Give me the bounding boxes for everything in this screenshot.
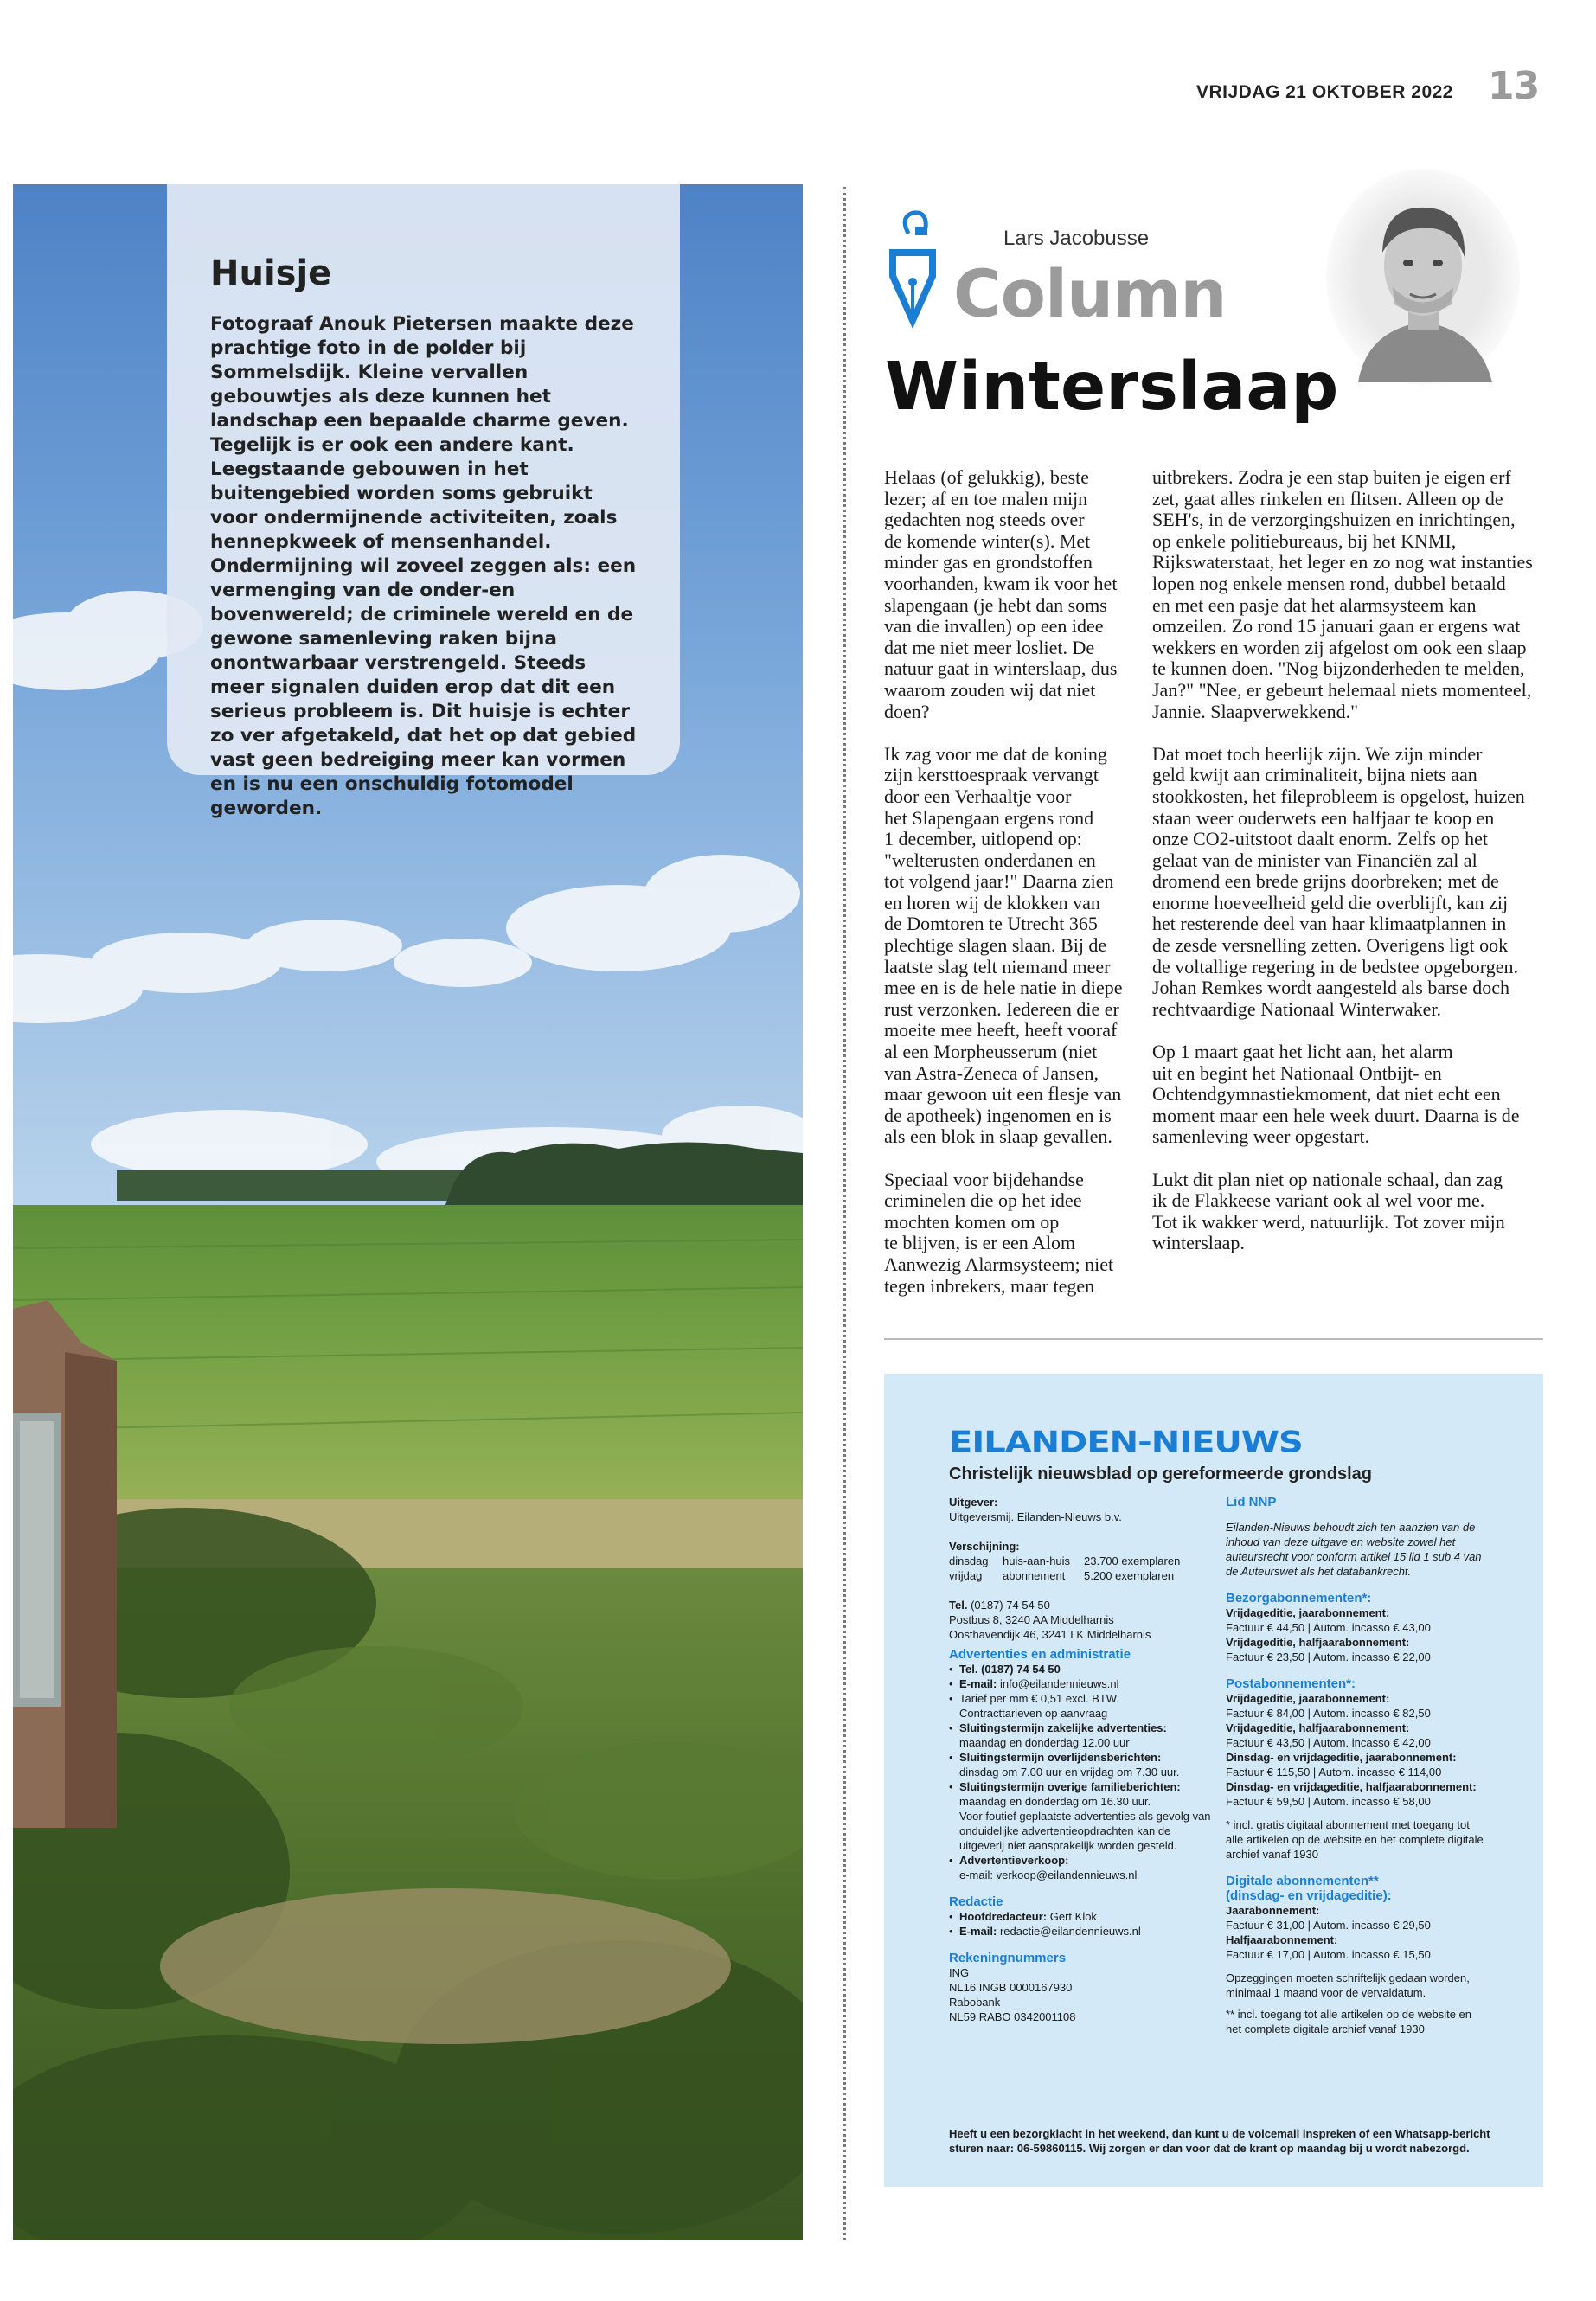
page-number: 13 bbox=[1488, 64, 1540, 108]
colophon-left-column bbox=[949, 1495, 1217, 2024]
delivery-subs-heading: Bezorgabonnementen*: bbox=[1226, 1591, 1372, 1606]
sub-price: Factuur € 31,00 | Autom. incasso € 29,50 bbox=[1226, 1919, 1431, 1932]
article-headline: Winterslaap bbox=[885, 349, 1339, 426]
list-item: • E-mail: redactie@eilandennieuws.nl bbox=[949, 1924, 1217, 1939]
article-paragraph: Helaas (of gelukkig), beste lezer; af en toe malen mijn gedachten nog steeds over de komende winter(s). Met minder gas en grondstoffen voorhanden, kwam ik voor het slapengaan (je hebt dan soms van die invallen) op een idee dat me niet meer losliet. De natuur gaat in winterslaap, dus waarom zouden wij dat niet doen? bbox=[884, 466, 1118, 722]
delivery-complaint-note: Heeft u een bezorgklacht in het weekend, dan kunt u de voicemail inspreken of een Whatsapp-bericht sturen naar: 06-59860115. Wij zorgen er dan voor dat de krant op maandag bij u wordt nabezorgd. bbox=[949, 2127, 1490, 2155]
sub-type: Vrijdageditie, jaarabonnement: bbox=[1226, 1606, 1390, 1619]
frequency-heading: Verschijning: bbox=[949, 1540, 1020, 1553]
cancel-note: Opzeggingen moeten schriftelijk gedaan worden, minimaal 1 maand voor de vervaldatum. bbox=[1226, 1971, 1470, 1999]
postal-subs-heading: Postabonnementen*: bbox=[1226, 1676, 1356, 1691]
sub-price: Factuur € 17,00 | Autom. incasso € 15,50 bbox=[1226, 1948, 1431, 1961]
list-item: • Tel. (0187) 74 54 50 bbox=[949, 1662, 1217, 1676]
list-item: • Hoofdredacteur: Gert Klok bbox=[949, 1909, 1217, 1924]
ads-heading: Advertenties en administratie bbox=[949, 1647, 1131, 1662]
nnp-heading: Lid NNP bbox=[1226, 1495, 1277, 1509]
article-paragraph: Dat moet toch heerlijk zijn. We zijn minder geld kwijt aan criminaliteit, bijna niets aan stookkosten, het fileprobleem is opgelost, huizen staan weer ouderwets een halfjaar te koop en onze CO2-uitstoot daalt enorm. Zelfs op het gelaat van de minister van Financiën zal al dromend een brede grijns doorbreken; met de enorme hoeveelheid geld die overblijft, kan zij het resterende deel van haar klimaatplannen in de zesde versnelling zetten. Overigens ligt ook de voltallige regering in de bedstee opgeborgen. Johan Remkes wordt aangesteld als barse doch rechtvaardige Nationaal Winterwaker. bbox=[1152, 742, 1525, 1020]
sub-type: Vrijdageditie, jaarabonnement: bbox=[1226, 1692, 1390, 1705]
article-paragraph: Op 1 maart gaat het licht aan, het alarm uit en begint het Nationaal Ontbijt- en Ochtendgymnastiekmoment, dat niet echt een moment maar een hele week duurt. Daarna is de samenleving weer opgestart. bbox=[1152, 1041, 1520, 1148]
article-paragraph: Lukt dit plan niet op nationale schaal, dan zag ik de Flakkeese variant ook al wel voor me. Tot ik wakker werd, natuurlijk. Tot zover mijn winterslaap. bbox=[1152, 1168, 1505, 1254]
colophon-box bbox=[884, 1374, 1543, 2187]
bank-account: NL16 INGB 0000167930 bbox=[949, 1981, 1073, 1994]
newspaper-logo: EILANDEN-NIEUWS bbox=[949, 1426, 1303, 1460]
editorial-list bbox=[949, 1909, 1217, 1939]
street-address: Oosthavendijk 46, 3241 LK Middelharnis bbox=[949, 1628, 1151, 1641]
column-divider bbox=[843, 187, 846, 2240]
sub-type: Vrijdageditie, halfjaarabonnement: bbox=[1226, 1636, 1410, 1649]
sub-type: Halfjaarabonnement: bbox=[1226, 1933, 1338, 1946]
sub-price: Factuur € 43,50 | Autom. incasso € 42,00 bbox=[1226, 1736, 1431, 1749]
digital-subs-heading: Digitale abonnementen** bbox=[1226, 1874, 1379, 1888]
sub-price: Factuur € 59,50 | Autom. incasso € 58,00 bbox=[1226, 1795, 1431, 1808]
frequency-row: dinsdag huis-aan-huis 23.700 exemplaren bbox=[949, 1554, 1181, 1567]
caption-text: Fotograaf Anouk Pietersen maakte deze prachtige foto in de polder bij Sommelsdijk. Kleine vervallen gebouwtjes als deze kunnen het landschap een bepaalde charme geven. Tegelijk is er ook een andere kant. Leegstaande gebouwen in het buitengebied worden soms gebruikt voor ondermijnende activiteiten, zoals hennepkweek of mensenhandel. Ondermijning wil zoveel zeggen als: een vermenging van de onder-en bovenwereld; de criminele wereld en de gewone samenleving raken bijna onontwarbaar verstrengeld. Steeds meer signalen duiden erop dat dit een serieus probleem is. Dit huisje is echter zo ver afgetakeld, dat het op dat gebied vast geen bedreiging meer kan vormen en is nu een onschuldig fotomodel geworden. bbox=[210, 313, 637, 819]
digital-subs-subheading: (dinsdag- en vrijdageditie): bbox=[1226, 1888, 1392, 1903]
bank-name: ING bbox=[949, 1966, 970, 1979]
bank-name: Rabobank bbox=[949, 1996, 1001, 2009]
column-label: Column bbox=[953, 255, 1227, 332]
phone-line: Tel. (0187) 74 54 50 bbox=[949, 1599, 1050, 1612]
postal-note: * incl. gratis digitaal abonnement met toegang tot alle artikelen op de website en het complete digitale archief vanaf 1930 bbox=[1226, 1818, 1484, 1861]
article-paragraph: Ik zag voor me dat de koning zijn kersttoespraak vervangt door een Verhaaltje voor het Slapengaan ergens rond 1 december, uitlopend op: "welterusten onderdanen en tot volgend jaar!" Daarna zien en horen wij de klokken van de Domtoren te Utrecht 365 plechtige slagen slaan. Bij de laatste slag telt niemand meer mee en is de hele natie in diepe rust verzonken. Iedereen die er moeite mee heeft, heeft vooraf al een Morpheusserum (niet van Astra-Zeneca of Jansen, maar gewoon uit een flesje van de apotheek) ingenomen en is als een blok in slaap gevallen. bbox=[884, 742, 1123, 1148]
sub-price: Factuur € 44,50 | Autom. incasso € 43,00 bbox=[1226, 1621, 1431, 1634]
issue-date: VRIJDAG 21 OKTOBER 2022 bbox=[1195, 82, 1453, 102]
section-rule bbox=[884, 1338, 1543, 1340]
fountain-pen-icon bbox=[882, 208, 943, 342]
list-item: • Sluitingstermijn overlijdensberichten: dinsdag om 7.00 uur en vrijdag om 7.30 uur. bbox=[949, 1750, 1217, 1779]
sub-type: Jaarabonnement: bbox=[1226, 1904, 1320, 1917]
list-item: • Advertentieverkoop: e-mail: verkoop@eilandennieuws.nl bbox=[949, 1853, 1217, 1882]
sub-type: Vrijdageditie, halfjaarabonnement: bbox=[1226, 1721, 1410, 1734]
ads-list bbox=[949, 1662, 1217, 1882]
accounts-heading: Rekeningnummers bbox=[949, 1951, 1067, 1965]
list-item: • E-mail: info@eilandennieuws.nl bbox=[949, 1676, 1217, 1691]
article-column-2 bbox=[1152, 467, 1542, 1276]
caption-title: Huisje bbox=[210, 253, 332, 293]
sub-price: Factuur € 84,00 | Autom. incasso € 82,50 bbox=[1226, 1707, 1431, 1720]
postbox-address: Postbus 8, 3240 AA Middelharnis bbox=[949, 1613, 1114, 1626]
editorial-heading: Redactie bbox=[949, 1894, 1003, 1909]
column-author: Lars Jacobusse bbox=[1003, 227, 1150, 250]
sub-price: Factuur € 23,50 | Autom. incasso € 22,00 bbox=[1226, 1650, 1431, 1663]
sub-price: Factuur € 115,50 | Autom. incasso € 114,00 bbox=[1226, 1766, 1442, 1779]
author-portrait bbox=[1324, 166, 1522, 391]
digital-note: ** incl. toegang tot alle artikelen op de website en het complete digitale archief vanaf 1930 bbox=[1226, 2008, 1472, 2035]
article-column-1 bbox=[884, 467, 1131, 1318]
bank-account: NL59 RABO 0342001108 bbox=[949, 2010, 1076, 2023]
sub-type: Dinsdag- en vrijdageditie, jaarabonnement: bbox=[1226, 1751, 1457, 1764]
publisher-heading: Uitgever: bbox=[949, 1496, 998, 1509]
sub-type: Dinsdag- en vrijdageditie, halfjaarabonnement: bbox=[1226, 1780, 1477, 1793]
publisher: Uitgeversmij. Eilanden-Nieuws b.v. bbox=[949, 1510, 1122, 1523]
photo-caption-box bbox=[167, 184, 680, 819]
list-item: • Tarief per mm € 0,51 excl. BTW. Contracttarieven op aanvraag bbox=[949, 1691, 1217, 1721]
article-paragraph: uitbrekers. Zodra je een stap buiten je eigen erf zet, gaat alles rinkelen en flitsen. Alleen op de SEH's, in de verzorgingshuizen en inrichtingen, op enkele politiebureaus, bij het KNMI, Rijkswaterstaat, het leger en zo nog wat instanties lopen nog enkele mensen rond, dubbel betaald en met een pasje dat het alarmsysteem kan omzeilen. Zo rond 15 januari gaan er ergens wat wekkers en worden zij afgelost om ook een slaap te kunnen doen. "Nog bijzonderheden te melden, Jan?" "Nee, er gebeurt helemaal niets momenteel, Jannie. Slaapverwekkend." bbox=[1152, 466, 1533, 722]
list-item: • Sluitingstermijn zakelijke advertenties: maandag en donderdag 12.00 uur bbox=[949, 1721, 1217, 1750]
article-paragraph: Speciaal voor bijdehandse criminelen die op het idee mochten komen om op te blijven, is er een Alom Aanwezig Alarmsysteem; niet tegen inbrekers, maar tegen bbox=[884, 1168, 1114, 1297]
list-item: • Sluitingstermijn overige familieberichten: maandag en donderdag om 16.30 uur. Voor foutief geplaatste advertenties als gevolg van onduidelijke advertentieopdrachten kan de uitgeverij niet aansprakelijk worden gesteld. bbox=[949, 1779, 1217, 1853]
copyright-notice: Eilanden-Nieuws behoudt zich ten aanzien van de inhoud van deze uitgave en website zowel het auteursrecht voor conform artikel 15 lid 1 sub 4 van de Auteurswet als het databankrecht. bbox=[1226, 1521, 1482, 1578]
newspaper-tagline: Christelijk nieuwsblad op gereformeerde grondslag bbox=[949, 1465, 1372, 1484]
frequency-row: vrijdag abonnement 5.200 exemplaren bbox=[949, 1569, 1175, 1582]
colophon-right-column bbox=[1226, 1495, 1485, 2036]
